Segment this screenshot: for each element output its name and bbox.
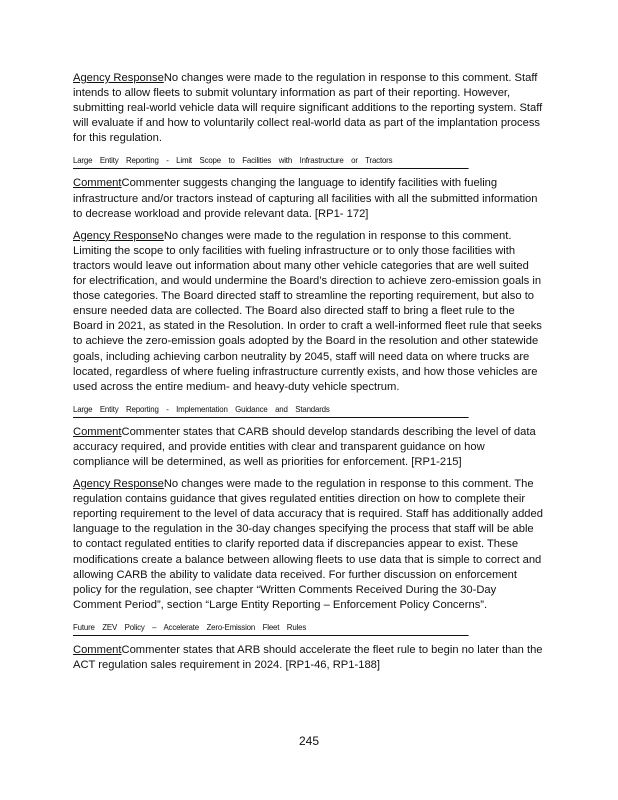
agency-response-paragraph — [73, 229, 543, 395]
agency-response-label: Agency Response — [73, 478, 164, 491]
agency-response-paragraph — [73, 71, 543, 146]
paragraph-text: No changes were made to the regulation in response to this comment. Staff intends to allow fleets to submit voluntary information as part of their reporting. However, submitting real-world vehicle data will require significant additions to the reporting system. Staff will evaluate if and how to voluntarily collect real-world data as part of the implantation process for this regulation. — [73, 72, 543, 145]
paragraph-text: Commenter states that ARB should accelerate the fleet rule to begin no later than the ACT regulation sales requirement in 2024. [RP1-46, RP1-188] — [73, 643, 543, 671]
agency-response-label: Agency Response — [73, 229, 164, 242]
agency-response-label: Agency Response — [73, 72, 164, 84]
section-heading: Large Entity Reporting - Limit Scope to Facilities with Infrastructure or Tractors — [73, 155, 469, 169]
comment-label: Comment — [73, 425, 122, 438]
comment-label: Comment — [73, 643, 122, 656]
paragraph-text: No changes were made to the regulation in response to this comment. Limiting the scope to only facilities with fueling infrastructure or to only those facilities with tractors would leave out information about many other vehicle categories that are well suited for electrification, and would undermine the Board’s direction to achieve zero-emission goals in those categories. The Board directed staff to streamline the reporting requirement, but also to ensure needed data are collected. The Board also directed staff to bring a fleet rule to the Board in 2021, as stated in the Resolution. In order to craft a well-informed fleet rule that seeks to achieve the zero-emission goals adopted by the Board in the resolution and other statewide goals, including achieving carbon neutrality by 2045, staff will need data on where trucks are located, regardless of where fueling infrastructure currently exists, and how those vehicles are used across the entire medium- and heavy-duty vehicle spectrum. — [73, 229, 542, 393]
paragraph-text: Commenter suggests changing the language to identify facilities with fueling infrastructure and/or tractors instead of capturing all facilities with all the submitted information to decrease workload and provide relevant data. [RP1- 172] — [73, 177, 538, 220]
page-number: 245 — [298, 734, 320, 748]
agency-response-paragraph — [73, 477, 543, 613]
comment-paragraph — [73, 643, 543, 673]
paragraph-text: No changes were made to the regulation in response to this comment. The regulation contains guidance that gives regulated entities direction on how to complete their reporting requirement to the level of data accuracy that is required. Staff has additionally added language to the regulation in the 30-day changes specifying the process that staff will be able to contact regulated entities to clarify reported data if discrepancies appear to exist. These modifications create a balance between allowing fleets to use data that is simple to correct and allowing CARB the ability to validate data received. For further discussion on enforcement policy for the regulation, see chapter “Written Comments Received During the 30-Day Comment Period”, section “Large Entity Reporting – Enforcement Policy Concerns”. — [73, 478, 543, 611]
comment-paragraph — [73, 425, 543, 470]
section-heading: Future ZEV Policy – Accelerate Zero-Emission Fleet Rules — [73, 622, 469, 636]
comment-label: Comment — [73, 177, 122, 190]
paragraph-text: Commenter states that CARB should develop standards describing the level of data accuracy required, and provide entities with clear and transparent guidance on how compliance will be determined, as well as priorities for enforcement. [RP1-215] — [73, 425, 536, 468]
section-heading: Large Entity Reporting - Implementation Guidance and Standards — [73, 404, 469, 418]
document-body — [73, 71, 543, 673]
comment-paragraph — [73, 176, 543, 221]
